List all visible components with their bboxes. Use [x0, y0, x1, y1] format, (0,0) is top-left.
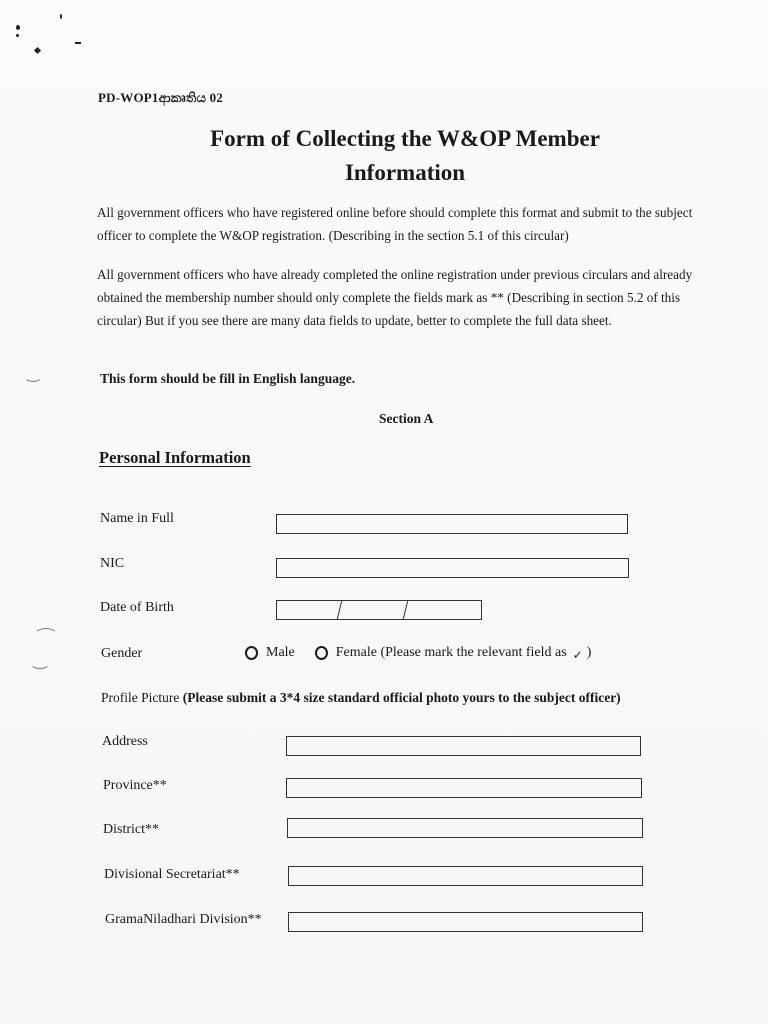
date-of-birth-label: Date of Birth [100, 600, 174, 615]
grama-niladhari-division-field[interactable] [288, 912, 643, 932]
form-title-line-1: Form of Collecting the W&OP Member [210, 126, 600, 151]
form-title-line-2: Information [344, 160, 466, 185]
name-in-full-field[interactable] [276, 514, 628, 534]
province-field[interactable] [286, 778, 642, 798]
instruction-paragraph-1: All government officers who have registered online before should complete this format and submit to the subject officer to complete the W&OP registration. (Describing in the section 5.1 of this circular) [97, 205, 693, 243]
profile-picture-instruction: (Please submit a 3*4 size standard official photo yours to the subject officer) [182, 690, 621, 705]
name-in-full-label: Name in Full [100, 511, 174, 526]
date-of-birth-field[interactable] [276, 600, 482, 620]
divisional-secretariat-field[interactable] [288, 866, 643, 886]
section-heading: Personal Information [99, 448, 251, 467]
instruction-paragraph-2: All government officers who have already completed the online registration under previous circulars and already obtained the membership number should only complete the fields mark as ** (Describing in section 5.2 of this circular) But if you see there are many data fields to update, better to complete the full data sheet. [97, 267, 693, 328]
gender-label: Gender [101, 646, 143, 661]
scan-mark [60, 14, 62, 19]
date-separator [337, 600, 343, 620]
hole-punch-mark [24, 370, 42, 382]
section-label: Section A [379, 411, 434, 426]
district-field[interactable] [287, 818, 643, 838]
scan-mark [34, 47, 41, 54]
female-radio[interactable] [315, 646, 328, 660]
scan-mark [75, 42, 81, 44]
male-radio[interactable] [245, 646, 258, 660]
nic-label: NIC [100, 556, 125, 571]
gender-options [245, 645, 591, 661]
address-field[interactable] [286, 736, 641, 756]
district-label: District** [103, 822, 159, 837]
address-label: Address [102, 734, 148, 749]
male-option-label: Male [266, 645, 295, 660]
scan-mark [16, 34, 19, 37]
language-note: This form should be fill in English language. [100, 371, 356, 386]
profile-picture-note [101, 690, 621, 706]
tick-mark-icon: ✓ [572, 647, 583, 662]
grama-niladhari-division-label: GramaNiladhari Division** [105, 912, 262, 927]
scan-mark [16, 25, 20, 30]
province-label: Province** [103, 778, 167, 793]
profile-picture-label: Profile Picture [101, 690, 180, 705]
hole-punch-mark [30, 655, 50, 669]
date-separator [403, 600, 409, 620]
form-code: PD-WOP1ආකෘතිය 02 [98, 90, 223, 105]
hole-punch-mark [34, 628, 58, 644]
female-option-close: ) [586, 645, 592, 660]
female-option-label: Female (Please mark the relevant field as [335, 645, 567, 660]
nic-field[interactable] [276, 558, 629, 578]
divisional-secretariat-label: Divisional Secretariat** [104, 867, 240, 882]
